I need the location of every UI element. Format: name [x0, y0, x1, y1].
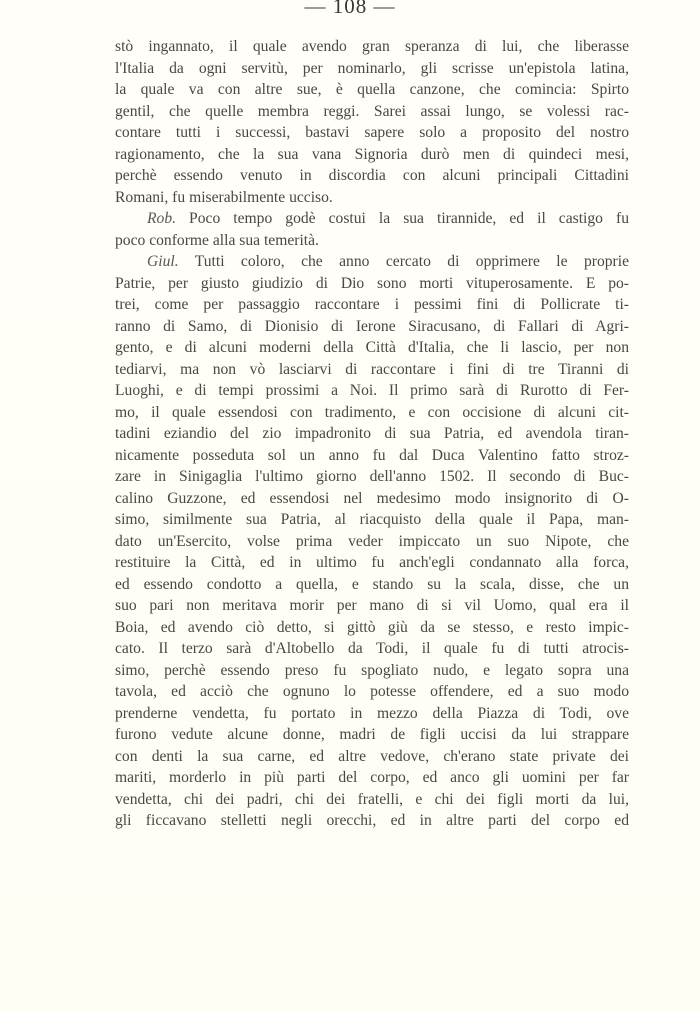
text-line — [115, 531, 629, 553]
line-text: la quale va con altre sue, è quella canzone, che comincia: Spirto — [115, 81, 629, 98]
line-text: Tutti coloro, che anno cercato di opprimere le proprie — [178, 253, 629, 270]
line-text: gento, e di alcuni moderni della Città d'Italia, che li lascio, per non — [115, 339, 629, 356]
line-text: simo, perchè essendo preso fu spogliato nudo, e legato sopra una — [115, 661, 629, 679]
text-line — [115, 380, 629, 402]
line-text: nicamente posseduta sol un anno fu dal Duca Valentino fatto stroz- — [115, 446, 629, 464]
line-text: ed essendo condotto a quella, e stando su la scala, disse, che un — [115, 575, 629, 593]
body-text — [115, 36, 629, 832]
text-line — [115, 488, 629, 510]
text-line — [115, 101, 629, 123]
text-line — [115, 423, 629, 445]
line-text: prenderne vendetta, fu portato in mezzo della Piazza di Todi, ove — [115, 704, 629, 722]
line-text: trei, come per passaggio raccontare i pessimi fini di Pollicrate ti- — [115, 296, 629, 313]
line-text: gli ficcavano stelletti negli orecchi, ed in altre parti del corpo ed — [115, 812, 629, 829]
text-line — [115, 402, 629, 424]
line-text: restituire la Città, ed in ultimo fu anch'egli condannato alla forca, — [115, 554, 629, 571]
line-text: furono vedute alcune donne, madri de figli uccisi da lui strappare — [115, 726, 629, 743]
text-line — [115, 509, 629, 531]
text-line — [115, 767, 629, 789]
text-line — [115, 359, 629, 381]
text-line — [115, 445, 629, 467]
line-text: Luoghi, e di tempi prossimi a Noi. Il primo sarà di Rurotto di Fer- — [115, 382, 629, 399]
line-text: tediarvi, ma non vò lasciarvi di raccontare i fini di tre Tiranni di — [115, 360, 629, 378]
text-line — [115, 122, 629, 144]
line-text: gentil, che quelle membra reggi. Sarei assai lungo, se volessi rac- — [115, 102, 629, 120]
line-text: Poco tempo godè costui la sua tirannide, ed il castigo fu — [176, 210, 629, 227]
page-number: — 108 — — [304, 0, 396, 18]
text-line — [115, 144, 629, 166]
line-text: mariti, morderlo in più parti del corpo, ed anco gli uomini per far — [115, 769, 629, 786]
line-text: simo, similmente sua Patria, al riacquisto della quale il Papa, man- — [115, 511, 629, 528]
text-line — [115, 230, 629, 252]
text-line — [115, 617, 629, 639]
line-text: stò ingannato, il quale avendo gran speranza di lui, che liberasse — [115, 38, 629, 55]
text-line — [115, 294, 629, 316]
speaker-label: Rob. — [147, 210, 177, 227]
text-line — [115, 79, 629, 101]
line-text: cato. Il terzo sarà d'Altobello da Todi, il quale fu di tutti atrocis- — [115, 640, 629, 657]
text-line — [115, 595, 629, 617]
line-text: con denti la sua carne, ed altre vedove, ch'erano state private dei — [115, 747, 629, 765]
text-line — [115, 165, 629, 187]
text-line — [115, 574, 629, 596]
text-line — [115, 724, 629, 746]
line-text: Patrie, per giusto giudizio di Dio sono morti vituperosamente. E po- — [115, 274, 629, 292]
text-line — [115, 187, 629, 209]
text-line — [115, 810, 629, 832]
text-line — [115, 273, 629, 295]
text-line — [115, 552, 629, 574]
text-line — [115, 316, 629, 338]
line-text: vendetta, chi dei padri, chi dei fratelli, e chi dei figli morti da lui, — [115, 790, 629, 808]
text-line — [115, 703, 629, 725]
speaker-label: Giul. — [147, 253, 179, 270]
text-line — [115, 660, 629, 682]
text-line — [115, 746, 629, 768]
line-text: calino Guzzone, ed essendosi nel medesimo modo insignorito di O- — [115, 489, 629, 507]
line-text: zare in Sinigaglia l'ultimo giorno dell'anno 1502. Il secondo di Buc- — [115, 468, 629, 485]
line-text: tavola, ed acciò che ognuno lo potesse offendere, ed a suo modo — [115, 683, 629, 700]
text-line — [115, 789, 629, 811]
line-text: ranno di Samo, di Dionisio di Ierone Siracusano, di Fallari di Agri- — [115, 317, 629, 335]
dialogue-line — [115, 208, 629, 230]
line-text: dato un'Esercito, volse prima veder impiccato un suo Nipote, che — [115, 532, 629, 550]
line-text: ragionamento, che la sua vana Signoria durò men di quindeci mesi, — [115, 145, 629, 163]
text-line — [115, 337, 629, 359]
text-line — [115, 58, 629, 80]
text-line — [115, 681, 629, 703]
text-line — [115, 638, 629, 660]
line-text: tadini eziandio del zio impadronito di sua Patria, ed avendola tiran- — [115, 425, 629, 442]
line-text: perchè essendo venuto in discordia con alcuni principali Cittadini — [115, 167, 629, 184]
line-text: poco conforme alla sua temerità. — [115, 231, 319, 249]
line-text: contare tutti i successi, bastavi sapere solo a proposito del nostro — [115, 124, 629, 141]
line-text: mo, il quale essendosi con tradimento, e con occisione di alcuni cit- — [115, 403, 629, 421]
line-text: Romani, fu miserabilmente ucciso. — [115, 188, 333, 206]
text-line — [115, 36, 629, 58]
line-text: suo pari non meritava morir per mano di si vil Uomo, qual era il — [115, 597, 629, 614]
dialogue-line — [115, 251, 629, 273]
line-text: l'Italia da ogni servitù, per nominarlo, gli scrisse un'epistola latina, — [115, 59, 629, 77]
line-text: Boia, ed avendo ciò detto, si gittò giù da se stesso, e resto impic- — [115, 618, 629, 636]
text-line — [115, 466, 629, 488]
